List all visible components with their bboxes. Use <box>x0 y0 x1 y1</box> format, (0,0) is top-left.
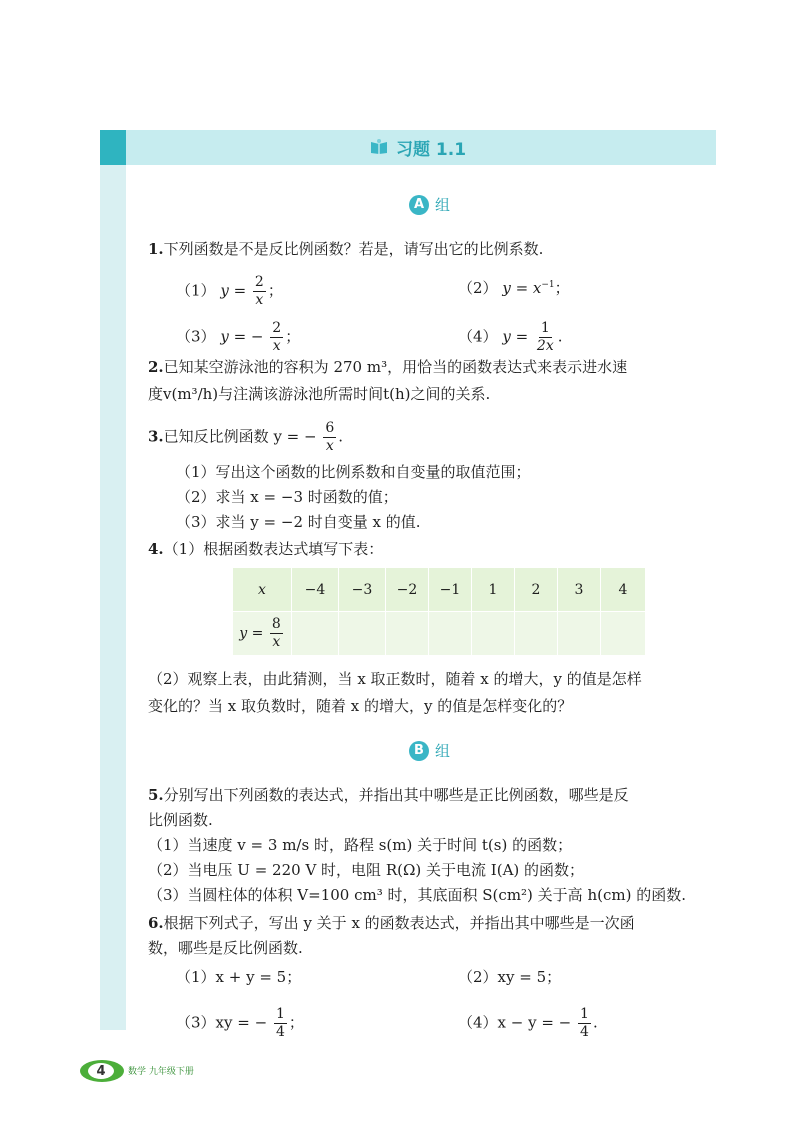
table-cell: −4 <box>292 568 339 612</box>
page-number: 4 <box>88 1063 114 1079</box>
fraction <box>270 616 283 651</box>
table-cell: −1 <box>429 568 472 612</box>
question-number: 5. <box>148 786 164 804</box>
q1-part-4 <box>458 320 563 355</box>
punctuation: . <box>338 427 344 446</box>
expression: （3）xy = − <box>176 1013 268 1032</box>
value-table <box>232 567 646 656</box>
question-3 <box>148 420 343 455</box>
table-cell: 4 <box>601 568 646 612</box>
fraction <box>535 320 556 355</box>
table-cell-empty <box>558 612 601 656</box>
denominator: x <box>325 438 334 454</box>
question-6-cont: 数，哪些是反比例函数. <box>148 939 303 957</box>
expression: （4）x − y = − <box>458 1013 572 1032</box>
question-text: 分别写出下列函数的表达式，并指出其中哪些是正比例函数，哪些是反 <box>163 786 629 804</box>
table-cell-empty <box>472 612 515 656</box>
table-cell: 2 <box>515 568 558 612</box>
q1-part-2 <box>458 274 570 299</box>
book-icon <box>370 139 388 155</box>
table-row-x <box>233 568 646 612</box>
q5-sub-3: （3）当圆柱体的体积 V=100 cm³ 时，其底面积 S(cm²) 关于高 h(cm) 的函数. <box>148 886 686 904</box>
question-6 <box>148 912 635 934</box>
group-b-label: 组 <box>435 742 451 760</box>
question-1 <box>148 238 543 260</box>
group-a-badge: A <box>409 195 429 215</box>
question-number: 3. <box>148 427 164 446</box>
question-text: 度v(m³/h)与注满该游泳池所需时间t(h)之间的关系. <box>148 385 491 403</box>
side-column <box>100 130 126 1030</box>
question-5 <box>148 784 629 806</box>
denominator: 4 <box>580 1024 589 1040</box>
q3-sub-3: （3）求当 y = −2 时自变量 x 的值. <box>176 513 421 531</box>
punctuation: . <box>592 1013 598 1032</box>
punctuation: ； <box>554 279 570 297</box>
page-title: 习题 1.1 <box>396 139 467 160</box>
exercise-title <box>370 135 466 159</box>
q6-part-2: （2）xy = 5； <box>458 968 562 986</box>
question-number: 1. <box>148 240 164 258</box>
fraction <box>578 1006 591 1041</box>
fraction <box>253 274 266 309</box>
q3-sub-1: （1）写出这个函数的比例系数和自变量的取值范围； <box>176 463 531 481</box>
part-index: （1） <box>176 281 216 300</box>
expression: y = <box>220 281 247 300</box>
punctuation: . <box>557 327 563 346</box>
denominator: x <box>272 634 281 650</box>
table-cell-empty <box>429 612 472 656</box>
question-2 <box>148 356 627 378</box>
q1-part-1 <box>176 274 283 309</box>
side-column-cap <box>100 130 126 165</box>
question-5-cont: 比例函数. <box>148 811 213 829</box>
table-row-y <box>233 612 646 656</box>
denominator: x <box>255 292 264 308</box>
numerator: 2 <box>272 320 282 336</box>
denominator: 4 <box>275 1024 285 1040</box>
punctuation: ； <box>288 1013 304 1032</box>
expression: y = <box>239 625 264 642</box>
group-a-label: 组 <box>435 196 451 214</box>
table-cell-empty <box>386 612 429 656</box>
part-index: （2） <box>458 279 498 297</box>
table-cell: 3 <box>558 568 601 612</box>
group-b-heading <box>409 740 450 761</box>
question-text: 已知某空游泳池的容积为 270 m³，用恰当的函数表达式来表示进水速 <box>163 358 628 376</box>
question-text: （1）根据函数表达式填写下表： <box>163 540 384 558</box>
exponent: −1 <box>541 280 555 290</box>
q4-part-2-cont: 变化的？当 x 取负数时，随着 x 的增大，y 的值是怎样变化的？ <box>148 697 573 715</box>
q3-sub-2: （2）求当 x = −3 时函数的值； <box>176 488 398 506</box>
expression: y = <box>502 327 529 346</box>
group-b-badge: B <box>409 741 429 761</box>
fraction <box>270 320 283 355</box>
table-cell-empty <box>601 612 646 656</box>
question-number: 4. <box>148 540 164 558</box>
table-cell-empty <box>292 612 339 656</box>
expression: y = − <box>220 327 264 346</box>
table-cell: −2 <box>386 568 429 612</box>
numerator: 1 <box>275 1006 285 1022</box>
book-title: 数学 九年级下册 <box>128 1067 194 1077</box>
q5-sub-2: （2）当电压 U = 220 V 时，电阻 R(Ω) 关于电流 I(A) 的函数； <box>148 861 585 879</box>
table-cell-empty <box>339 612 386 656</box>
fraction <box>323 420 336 455</box>
expression: y = x <box>502 279 542 297</box>
numerator: 2 <box>254 274 264 290</box>
punctuation: ； <box>267 281 283 300</box>
question-text: 下列函数是不是反比例函数？若是，请写出它的比例系数. <box>163 240 544 258</box>
group-a-heading <box>409 194 450 215</box>
numerator: 8 <box>271 616 281 632</box>
q6-part-1: （1）x + y = 5； <box>176 968 302 986</box>
table-header-y <box>233 612 292 656</box>
punctuation: ； <box>285 327 301 346</box>
question-text: 已知反比例函数 y = − <box>163 427 317 446</box>
table-cell: −3 <box>339 568 386 612</box>
q1-part-3 <box>176 320 300 355</box>
denominator: x <box>272 338 281 354</box>
part-index: （3） <box>176 327 216 346</box>
part-index: （4） <box>458 327 498 346</box>
question-text: 根据下列式子，写出 y 关于 x 的函数表达式，并指出其中哪些是一次函 <box>163 914 635 932</box>
q5-sub-1: （1）当速度 v = 3 m/s 时，路程 s(m) 关于时间 t(s) 的函数； <box>148 836 573 854</box>
q6-part-4 <box>458 1006 598 1041</box>
numerator: 1 <box>540 320 550 336</box>
table-cell-empty <box>515 612 558 656</box>
q4-part-2: （2）观察上表，由此猜测，当 x 取正数时，随着 x 的增大，y 的值是怎样 <box>148 670 642 688</box>
numerator: 6 <box>325 420 335 436</box>
question-4 <box>148 538 383 560</box>
table-cell: 1 <box>472 568 515 612</box>
question-number: 2. <box>148 358 164 376</box>
q6-part-3 <box>176 1006 304 1041</box>
denominator: 2x <box>536 338 554 354</box>
question-number: 6. <box>148 914 164 932</box>
question-2-cont <box>148 383 490 405</box>
fraction <box>274 1006 287 1041</box>
table-header-x: x <box>233 568 292 612</box>
numerator: 1 <box>580 1006 589 1022</box>
